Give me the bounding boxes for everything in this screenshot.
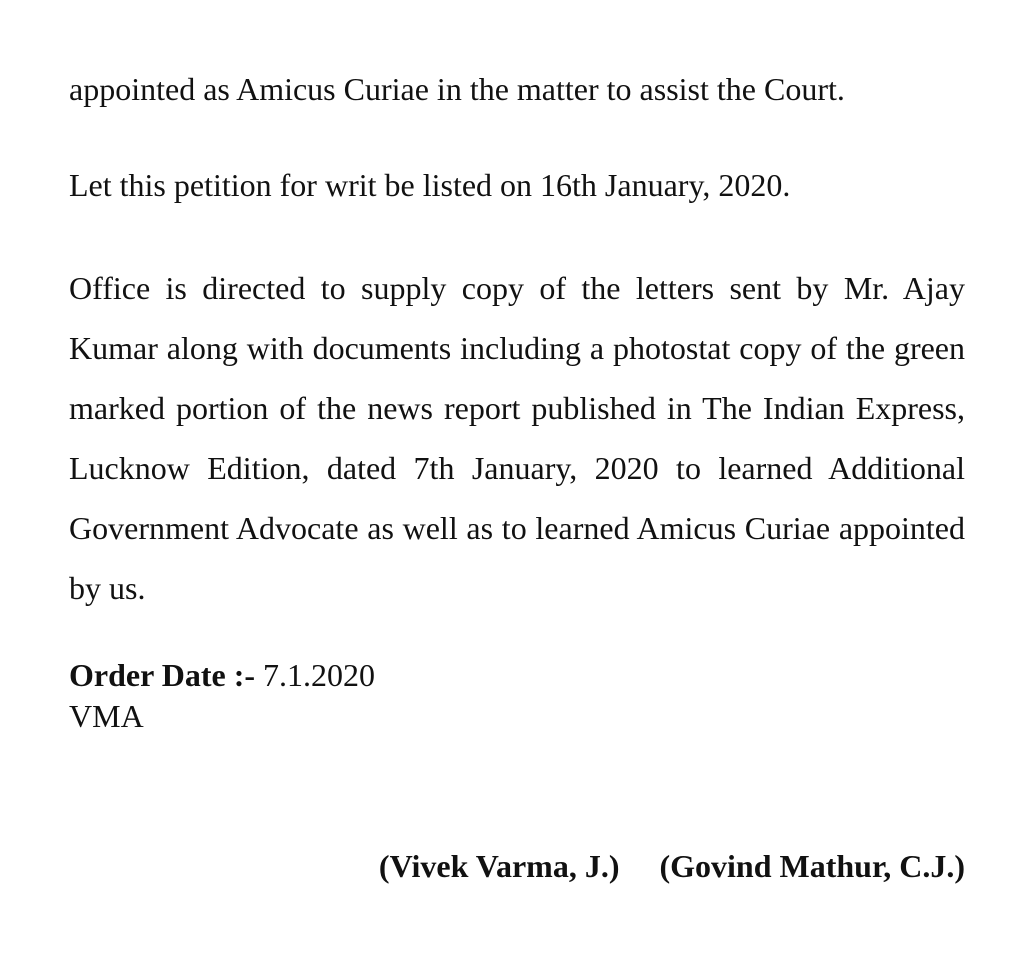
paragraph-office-direction: Office is directed to supply copy of the letters sent by Mr. Ajay Kumar along with documents including a photostat copy of the green marked portion of the news report published in The Indian Express, Lucknow Edition, dated 7th January, 2020 to learned Additional Government Advocate as well as to learned Amicus Curiae appointed by us. (69, 270, 965, 606)
signature-chief-justice: (Govind Mathur, C.J.) (659, 848, 965, 884)
order-date-line (69, 655, 375, 696)
order-date-value: 7.1.2020 (255, 657, 375, 693)
order-date-label: Order Date :- (69, 657, 255, 693)
order-block (69, 655, 375, 737)
signature-block (379, 845, 965, 887)
paragraph-amicus-appointment: appointed as Amicus Curiae in the matter to assist the Court. (69, 71, 845, 107)
signature-judge: (Vivek Varma, J.) (378, 848, 620, 884)
initials: VMA (69, 698, 144, 734)
paragraph-listing-date: Let this petition for writ be listed on 16th January, 2020. (69, 167, 791, 203)
